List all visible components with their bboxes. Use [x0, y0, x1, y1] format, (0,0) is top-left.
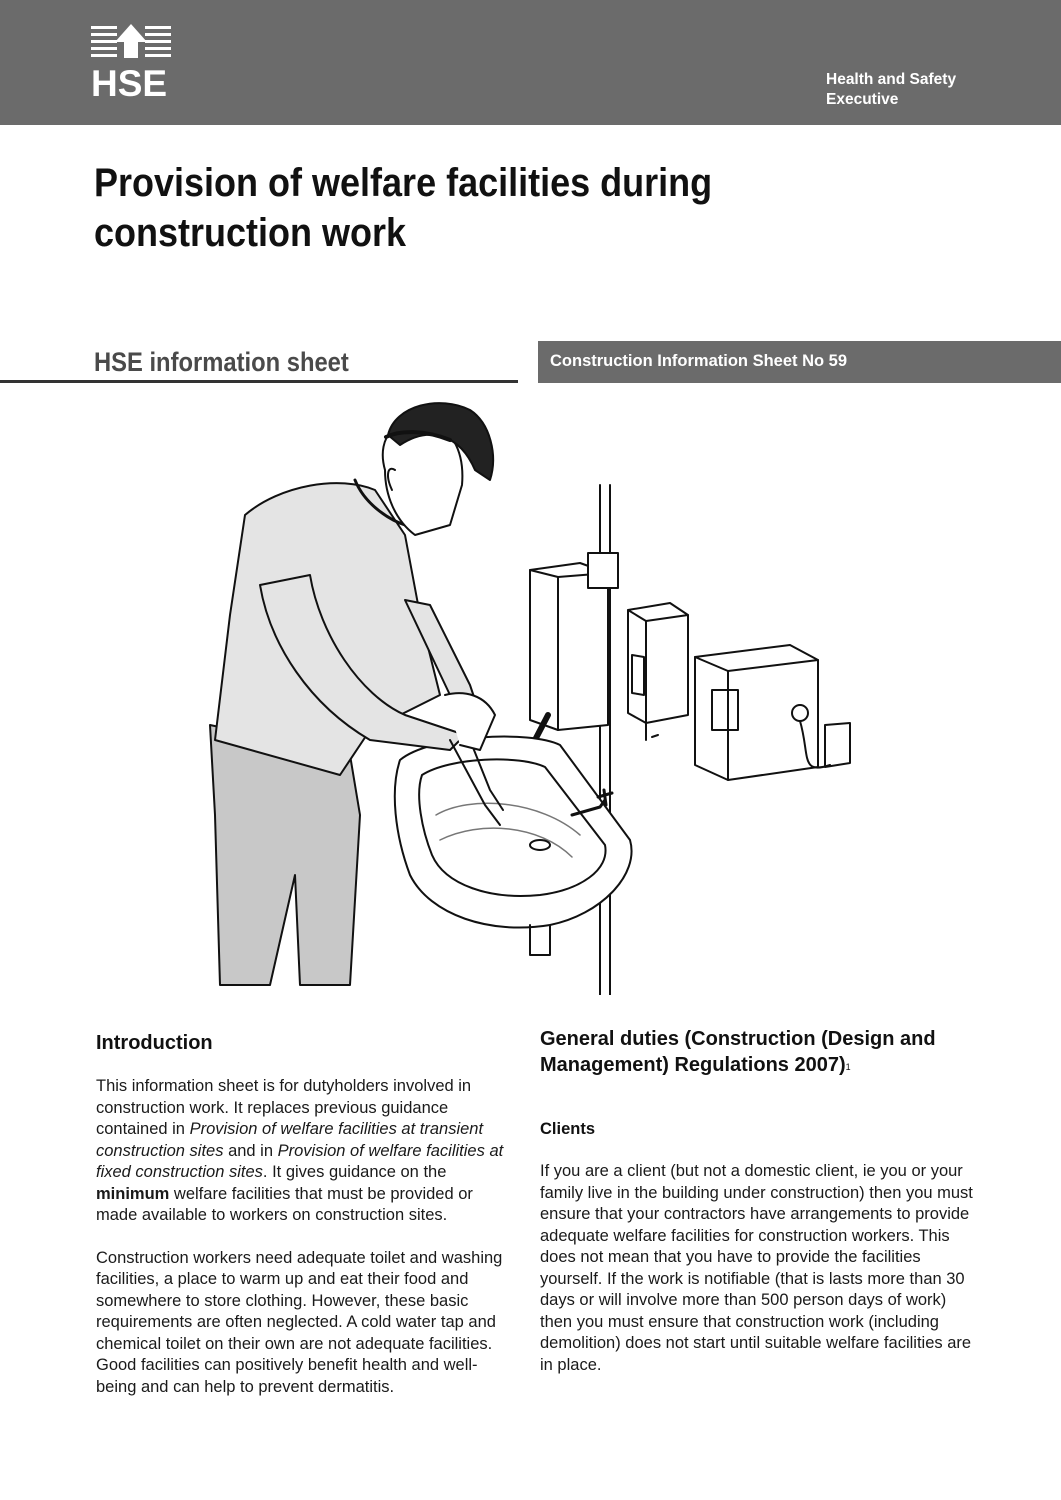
- organisation-name-line-1: Health and Safety: [826, 71, 957, 88]
- clients-heading: Clients: [540, 1120, 596, 1138]
- sheet-type-label: HSE information sheet: [94, 347, 349, 377]
- intro-p1-minimum: minimum: [96, 1184, 170, 1203]
- sheet-number-bar: [538, 341, 1061, 383]
- introduction-paragraph-2: Construction workers need adequate toilet and washing facilities, a place to warm up and eat their food and somewhere to store clothing. However, these basic requirements are often neglected. A cold water tap and chemical toilet on their own are not adequate facilities. Good facilities can positively benefit health and well-being and can help to prevent dermatitis.: [96, 1248, 503, 1396]
- introduction-section: [96, 1030, 516, 1398]
- intro-p1-text-e: . It gives guidance on the: [262, 1163, 447, 1181]
- introduction-paragraph-1: [96, 1076, 516, 1227]
- organisation-name-line-2: Executive: [826, 91, 899, 108]
- general-duties-section: [540, 1026, 980, 1376]
- handwashing-illustration: [200, 395, 880, 995]
- sheet-type-rule: [0, 380, 518, 383]
- general-duties-heading-text: General duties (Construction (Design and Management) Regulations 2007): [540, 1028, 936, 1076]
- intro-p1-text-c: and in: [223, 1141, 278, 1160]
- organisation-name: [826, 70, 1026, 110]
- introduction-heading: Introduction: [96, 1032, 213, 1054]
- clients-paragraph-1: If you are a client (but not a domestic client, ie you or your family live in the building under construction) then you must ensure that your contractors have arrangements to provide adequate welfare facilities for construction workers. This does not mean that you have to provide the facilities yourself. If the work is notifiable (that is lasts more than 30 days or will involve more than 500 person days of work) then you must ensure that construction work (including demolition) does not start until suitable welfare facilities are in place.: [540, 1162, 973, 1374]
- intro-p1-text-a: This information sheet is for dutyholders involved in construction work. It replaces previous guidance contained in: [96, 1077, 472, 1138]
- general-duties-heading: [540, 1026, 980, 1078]
- intro-p1-text-g: welfare facilities that must be provided or made available to workers on construction sites.: [96, 1184, 473, 1224]
- document-title: [94, 158, 832, 258]
- sheet-number-label: Construction Information Sheet No 59: [550, 352, 848, 370]
- hse-logo-text: HSE: [91, 63, 168, 104]
- intro-p1-title-fixed: Provision of welfare facilities at fixed construction sites: [96, 1141, 504, 1181]
- intro-p1-title-transient: Provision of welfare facilities at transient construction sites: [96, 1120, 484, 1160]
- header-bar: [0, 0, 1061, 125]
- document-title-line-1: Provision of welfare facilities during: [94, 161, 713, 205]
- footnote-marker: 1: [845, 1062, 851, 1072]
- document-title-line-2: construction work: [94, 211, 407, 255]
